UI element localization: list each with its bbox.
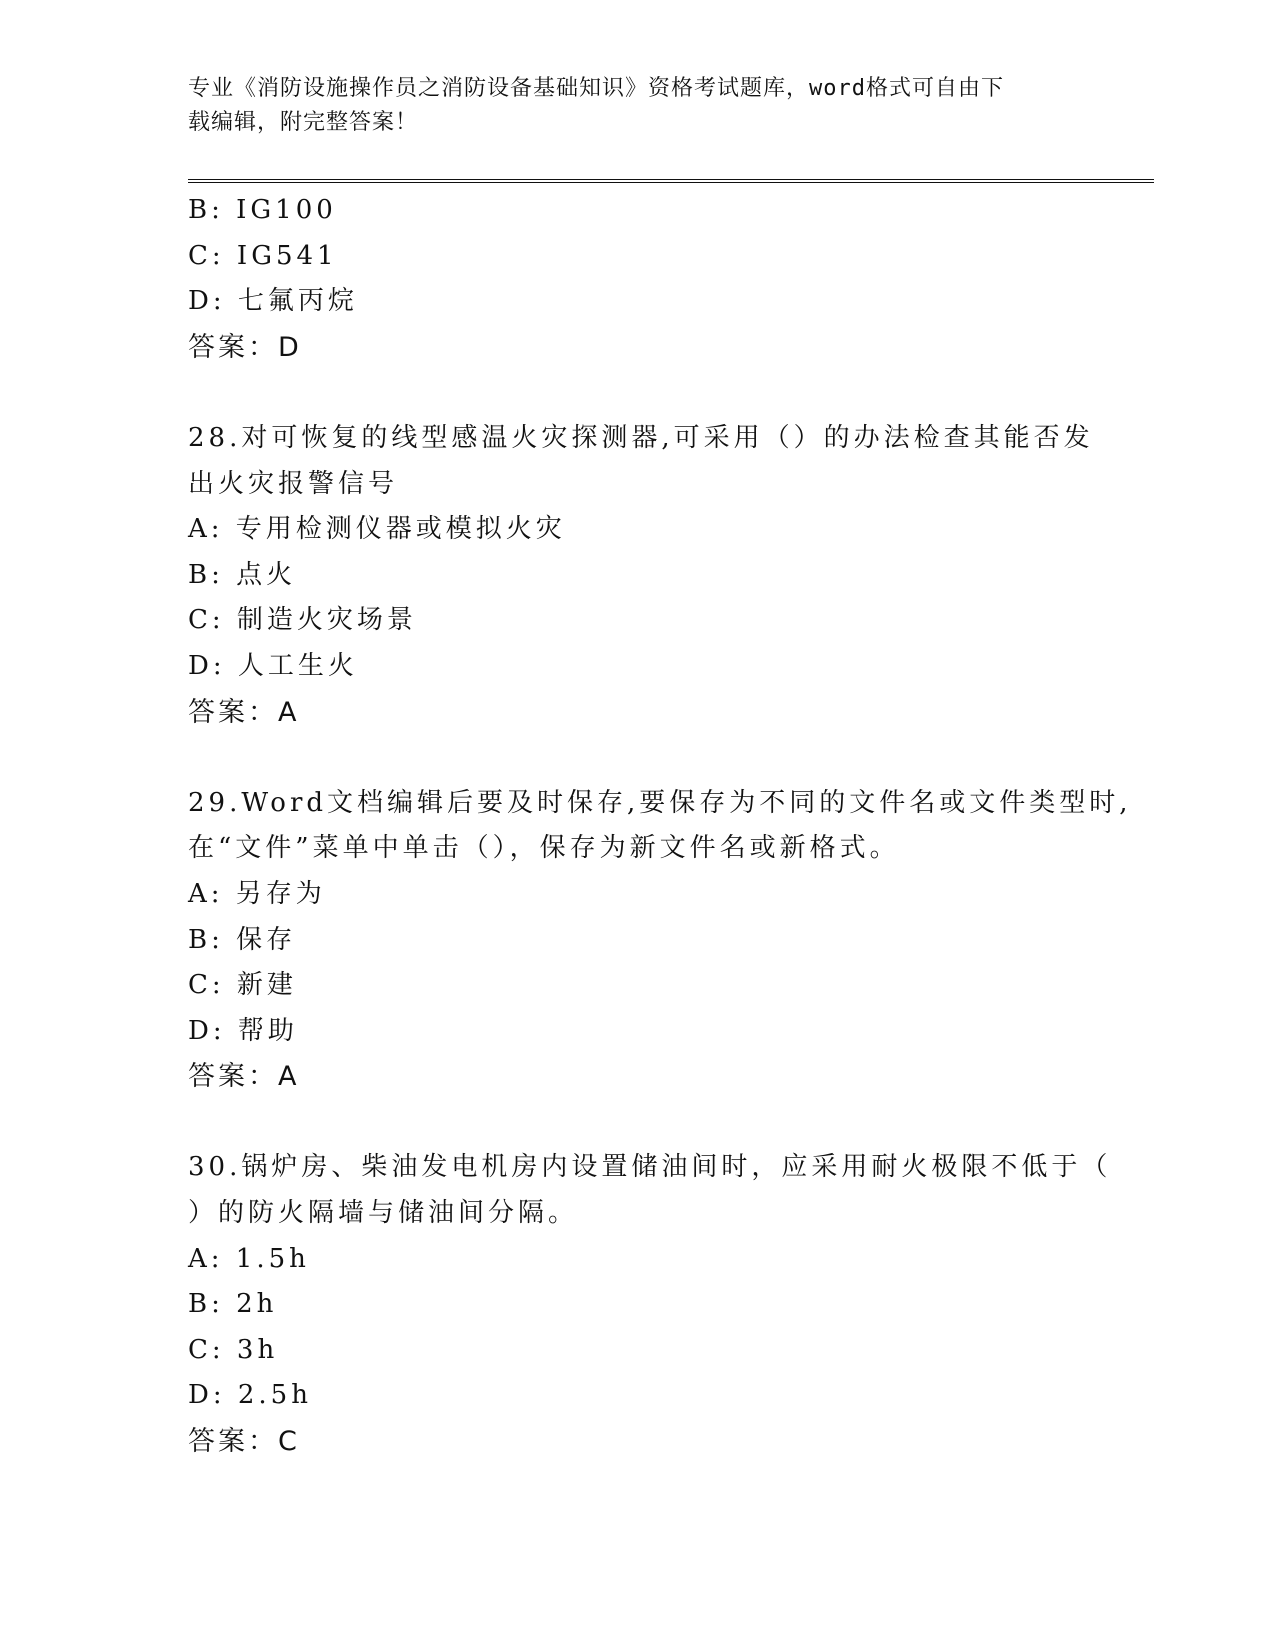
answer: 答案：C xyxy=(188,1426,300,1458)
header-line-1: 专业《消防设施操作员之消防设备基础知识》资格考试题库，word格式可自由下 xyxy=(188,76,1004,101)
option-a: A: 1.5h xyxy=(188,1243,310,1274)
document-header xyxy=(188,72,1088,140)
answer: 答案：A xyxy=(188,696,300,728)
answer: 答案：D xyxy=(188,331,302,363)
option-b: B: 点火 xyxy=(188,559,297,590)
header-divider xyxy=(188,179,1154,183)
option-d: D: 人工生火 xyxy=(188,650,358,681)
option-c: C: IG541 xyxy=(188,240,338,271)
question-stem: 28.对可恢复的线型感温火灾探测器,可采用（）的办法检查其能否发 xyxy=(188,422,1094,453)
option-b: B: 2h xyxy=(188,1289,278,1320)
option-d: D: 七氟丙烷 xyxy=(188,286,358,317)
question-stem-cont: 出火灾报警信号 xyxy=(188,468,399,499)
option-a: A: 另存为 xyxy=(188,878,326,909)
question-list xyxy=(188,188,1132,1465)
answer: 答案：A xyxy=(188,1061,300,1093)
option-b: B: IG100 xyxy=(188,195,337,225)
spacer xyxy=(188,735,1088,781)
option-c: C: 新建 xyxy=(188,970,297,1001)
spacer xyxy=(188,370,1088,416)
option-c: C: 制造火灾场景 xyxy=(188,605,417,636)
option-c: C: 3h xyxy=(188,1334,279,1365)
option-d: D: 帮助 xyxy=(188,1015,298,1046)
question-30 xyxy=(188,1145,1112,1464)
question-28 xyxy=(188,416,1094,735)
header-line-2: 载编辑，附完整答案！ xyxy=(188,110,419,135)
option-a: A: 专用检测仪器或模拟火灾 xyxy=(188,514,566,545)
question-stem: 30.锅炉房、柴油发电机房内设置储油间时，应采用耐火极限不低于（ xyxy=(188,1152,1112,1183)
question-stem: 29.Word文档编辑后要及时保存,要保存为不同的文件名或文件类型时, xyxy=(188,787,1132,818)
spacer xyxy=(188,1100,1088,1146)
option-d: D: 2.5h xyxy=(188,1380,312,1411)
question-29 xyxy=(188,781,1132,1100)
question-27-tail xyxy=(188,188,1088,370)
question-stem-cont: 在“文件”菜单中单击（），保存为新文件名或新格式。 xyxy=(188,833,900,864)
question-stem-cont: ）的防火隔墙与储油间分隔。 xyxy=(188,1198,579,1229)
option-b: B: 保存 xyxy=(188,924,297,955)
